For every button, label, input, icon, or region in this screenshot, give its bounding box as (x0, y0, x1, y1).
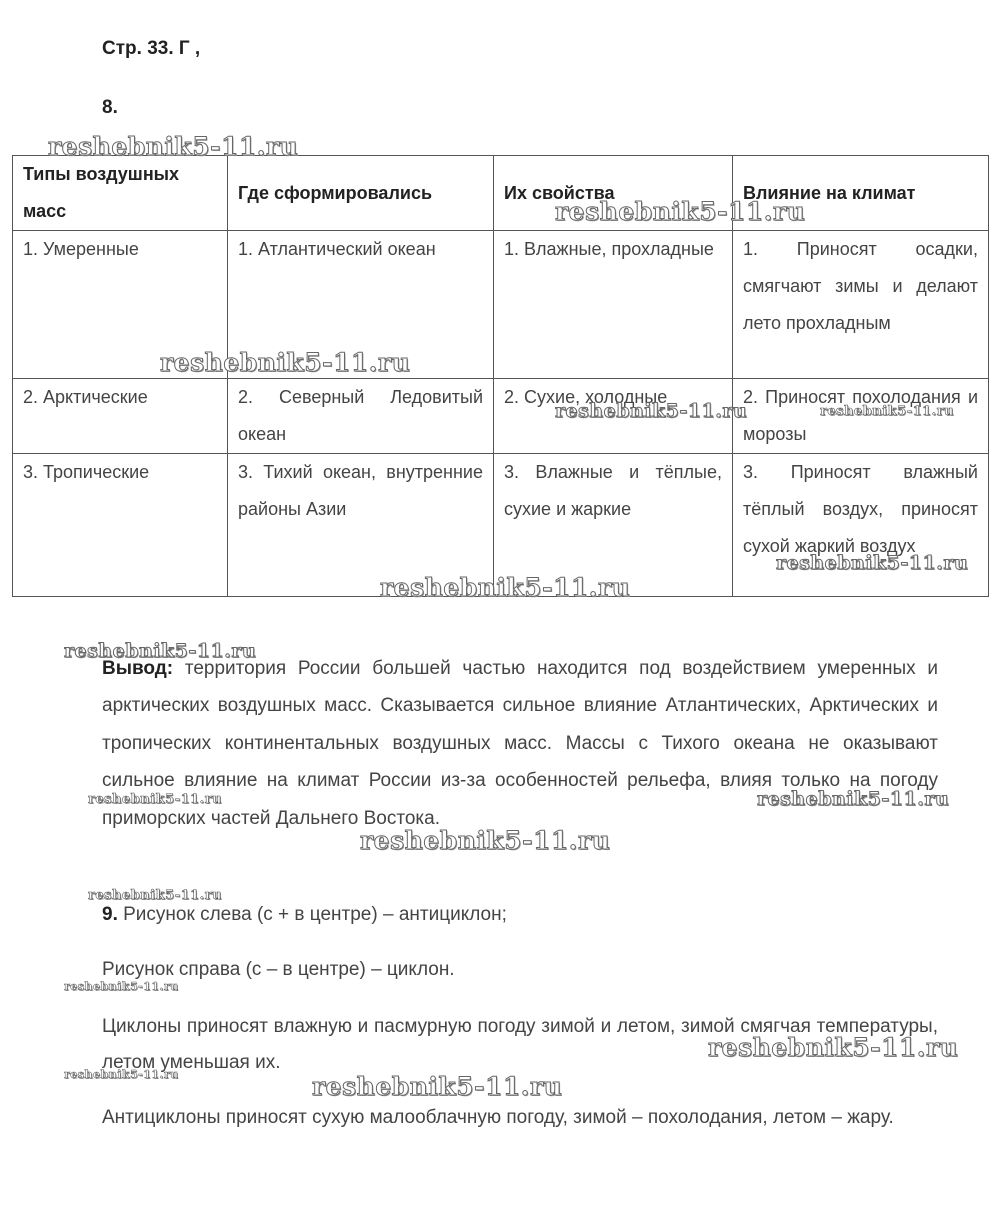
table-cell: 3. Влажные и тёплые, сухие и жаркие (494, 454, 733, 597)
watermark: reshebnik5-11.ru (64, 980, 179, 993)
air-masses-table (12, 155, 989, 597)
table-row (13, 379, 989, 454)
watermark: reshebnik5-11.ru (757, 788, 950, 810)
table-cell: 2. Арктические (13, 379, 228, 454)
table-cell: 2. Северный Ледовитый океан (228, 379, 494, 454)
watermark: reshebnik5-11.ru (708, 1033, 959, 1062)
table-cell: 3. Тропические (13, 454, 228, 597)
page-header: Стр. 33. Г , (102, 38, 201, 59)
table-cell: 3. Тихий океан, внутренние районы Азии (228, 454, 494, 597)
watermark: reshebnik5-11.ru (312, 1072, 563, 1101)
table-cell: 2. Сухие, холодные (494, 379, 733, 454)
watermark: reshebnik5-11.ru (380, 573, 631, 602)
table-row (13, 454, 989, 597)
table-cell: 1. Атлантический океан (228, 231, 494, 379)
header-formed-where: Где сформировались (228, 156, 494, 231)
task-9-number: 9. (102, 904, 118, 925)
table-cell: 1. Приносят осадки, смягчают зимы и делают лето прохладным (733, 231, 989, 379)
task-9-line-1: 9. Рисунок слева (с + в центре) – антициклон; (102, 904, 507, 925)
watermark: reshebnik5-11.ru (88, 792, 223, 807)
conclusion-paragraph (102, 650, 938, 837)
watermark: reshebnik5-11.ru (160, 348, 411, 377)
watermark: reshebnik5-11.ru (64, 1068, 179, 1081)
watermark: reshebnik5-11.ru (555, 400, 748, 422)
table-cell: 1. Умеренные (13, 231, 228, 379)
table-cell: 3. Приносят влажный тёплый воздух, приносят сухой жаркий воздух (733, 454, 989, 597)
task-9-line-3: Циклоны приносят влажную и пасмурную погоду зимой и летом, зимой смягчая температуры, летом уменьшая их. (102, 1016, 938, 1073)
conclusion-text: территория России большей частью находится под воздействием умеренных и арктических воздушных масс. Сказывается сильное влияние Атлантических, Арктических и тропических континентальных воздушных масс. Массы с Тихого океана не оказывают сильное влияние на климат России из-за особенностей рельефа, влияя только на погоду приморских частей Дальнего Востока. (102, 658, 938, 829)
header-climate-influence: Влияние на климат (733, 156, 989, 231)
watermark: reshebnik5-11.ru (48, 132, 299, 161)
conclusion-label: Вывод: (102, 658, 174, 679)
table-header-row (13, 156, 989, 231)
watermark: reshebnik5-11.ru (555, 197, 806, 226)
table-cell: 1. Влажные, прохладные (494, 231, 733, 379)
table-row (13, 231, 989, 379)
table-cell: 2. Приносят похолодания и морозы (733, 379, 989, 454)
task-8-number: 8. (102, 97, 118, 118)
watermark: reshebnik5-11.ru (64, 640, 257, 662)
watermark: reshebnik5-11.ru (820, 404, 955, 419)
watermark: reshebnik5-11.ru (776, 552, 969, 574)
header-properties: Их свойства (494, 156, 733, 231)
header-air-mass-types: Типы воздушных масс (13, 156, 228, 231)
watermark: reshebnik5-11.ru (360, 826, 611, 855)
task-9-line-4: Антициклоны приносят сухую малооблачную погоду, зимой – похолодания, летом – жару. (102, 1107, 894, 1128)
task-9-line-2: Рисунок справа (с – в центре) – циклон. (102, 959, 455, 980)
watermark: reshebnik5-11.ru (88, 888, 223, 903)
